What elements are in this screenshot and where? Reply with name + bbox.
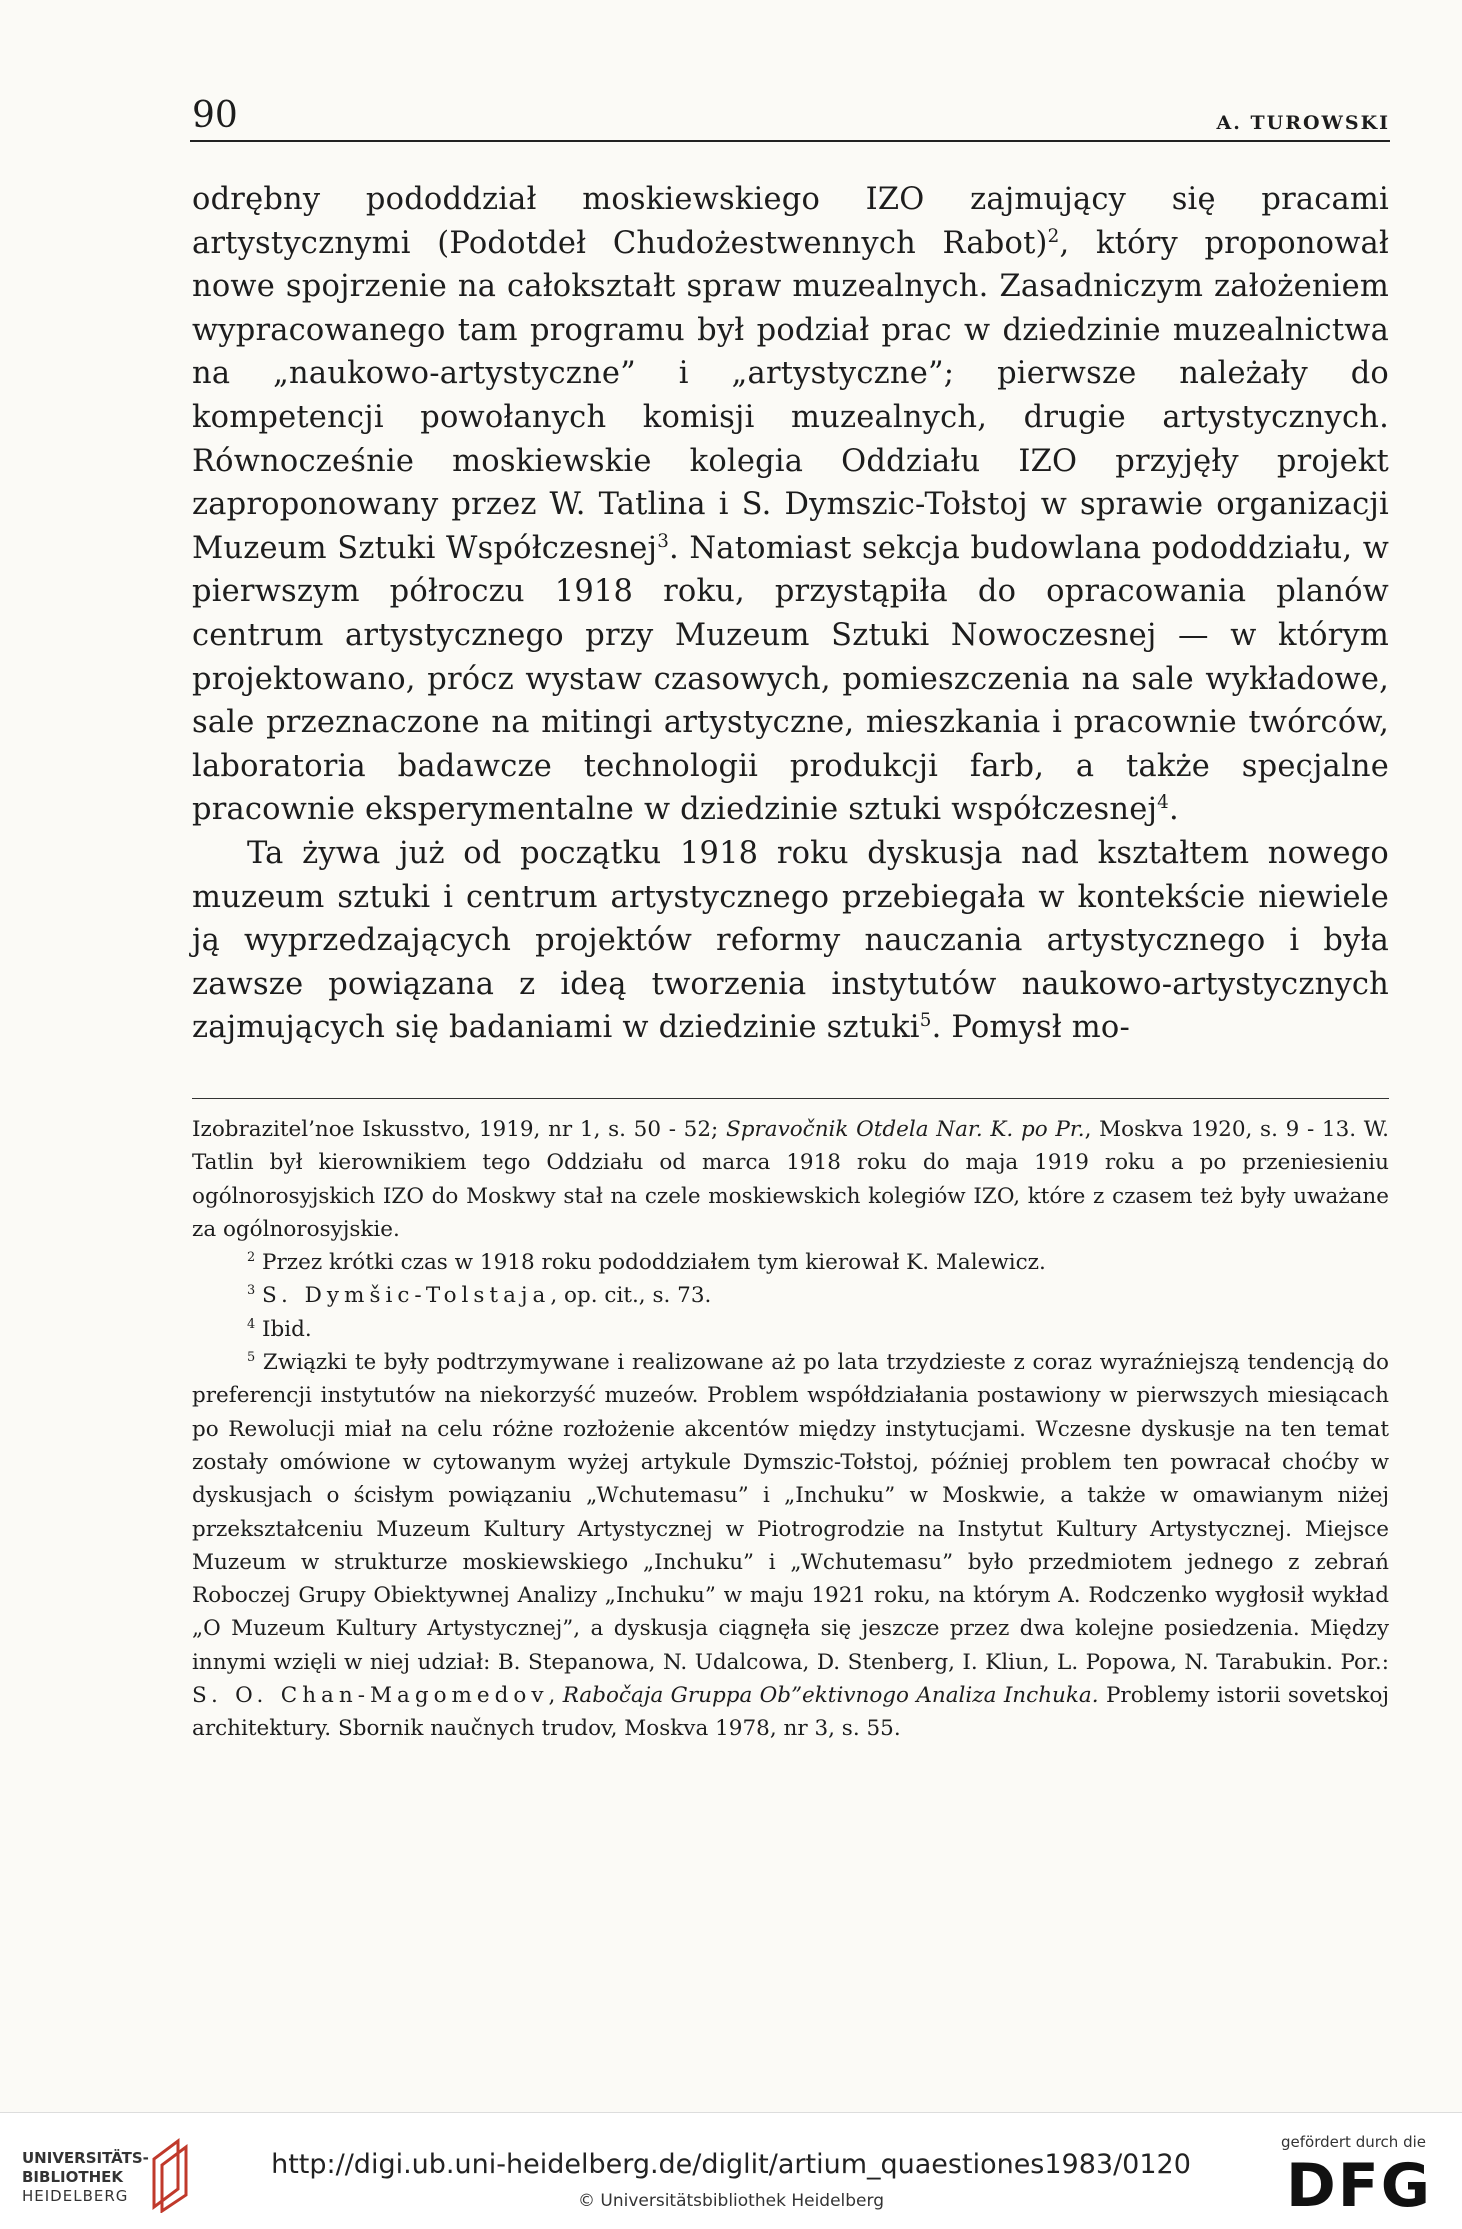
paragraph-2: Ta żywa już od początku 1918 roku dyskusja nad kształtem nowego muzeum sztuki i centrum artystycznego przebiegała w kontekście niewiele ją wyprzedzających projektów reformy nauczania artystycznego i była zawsze powiązana z ideą tworzenia instytutów naukowo-artystycznych zajmujących się badaniami w dziedzinie sztuki$^5$. Pomysł mo-: [192, 835, 1389, 1046]
footnote-ref-5: 5: [919, 1010, 932, 1032]
page-number: 90: [192, 95, 238, 136]
footnote-ref-4: 4: [1157, 792, 1169, 814]
footnote-1-continued: Izobrazitel’noe Iskusstvo, 1919, nr 1, s. 50 - 52; Spravočnik Otdela Nar. K. po Pr., Moskva 1920, s. 9 - 13. W. Tatlin był kierownikiem tego Oddziału od marca 1918 roku do maja 1919 roku a po przeniesieniu ogólnorosyjskich IZO do Moskwy stał na czele moskiewskich kolegiów IZO, które z czasem też były uważane za ogólnorosyjskie.: [192, 1117, 1389, 1242]
funding-label: gefördert durch die: [1281, 2133, 1426, 2151]
footnote-2: $^2$ Przez krótki czas w 1918 roku pododdziałem tym kierował K. Malewicz.: [247, 1250, 1046, 1276]
footnote-ref-3: 3: [657, 530, 670, 552]
library-name: UNIVERSITÄTS- BIBLIOTHEK HEIDELBERG: [22, 2149, 149, 2205]
footnote-ref-2: 2: [1047, 225, 1060, 247]
footnote-4: $^4$ Ibid.: [247, 1316, 312, 1342]
page-url-link[interactable]: http://digi.ub.uni-heidelberg.de/diglit/artium_quaestiones1983/0120: [271, 2149, 1191, 2180]
dfg-logo: DFG: [1285, 2151, 1432, 2221]
footnotes: [192, 1113, 1389, 1746]
footnote-3: $^3$ S. Dymšic-Tolstaja, op. cit., s. 73.: [247, 1283, 712, 1309]
paragraph-1: odrębny pododdział moskiewskiego IZO zajmujący się pracami artystycznymi (Podotdeł Chudożestwennych Rabot)$^2$, który proponował nowe spojrzenie na całokształt spraw muzealnych. Zasadniczym założeniem wypracowanego tam programu był podział prac w dziedzinie muzealnictwa na „naukowo-artystyczne” i „artystyczne”; pierwsze należały do kompetencji powołanych komisji muzealnych, drugie artystycznych. Równocześnie moskiewskie kolegia Oddziału IZO przyjęły projekt zaproponowany przez W. Tatlina i S. Dymszic-Tołstoj w sprawie organizacji Muzeum Sztuki Współczesnej$^3$. Natomiast sekcja budowlana pododdziału, w pierwszym półroczu 1918 roku, przystąpiła do opracowania planów centrum artystycznego przy Muzeum Sztuki Nowoczesnej — w którym projektowano, prócz wystaw czasowych, pomieszczenia na sale wykładowe, sale przeznaczone na mitingi artystyczne, mieszkania i pracownie twórców, laboratoria badawcze technologii produkcji farb, a także specjalne pracownie eksperymentalne w dziedzinie sztuki współczesnej$^4$.: [192, 182, 1390, 828]
main-text: [192, 178, 1389, 1050]
running-author: A. TUROWSKI: [1216, 112, 1390, 134]
copyright-notice: © Universitätsbibliothek Heidelberg: [577, 2191, 884, 2211]
viewer-footer: [0, 2112, 1462, 2229]
running-header: [190, 96, 1390, 142]
footnote-separator: [192, 1098, 1389, 1099]
footnote-5: $^5$ Związki te były podtrzymywane i realizowane aż po lata trzydzieste z coraz wyraźniejszą tendencją do preferencji instytutów na niekorzyść muzeów. Problem współdziałania postawiony w pierwszych miesiącach po Rewolucji miał na celu różne rozłożenie akcentów między instytucjami. Wczesne dyskusje na ten temat zostały omówione w cytowanym wyżej artykule Dymszic-Tołstoj, później problem ten powracał choćby w dyskusjach o ścisłym powiązaniu „Wchutemasu” i „Inchuku” w Moskwie, a także w omawianym niżej przekształceniu Muzeum Kultury Artystycznej w Piotrogrodzie na Instytut Kultury Artystycznej. Miejsce Muzeum w strukturze moskiewskiego „Inchuku” i „Wchutemasu” było przedmiotem jednego z zebrań Roboczej Grupy Obiektywnej Analizy „Inchuku” w maju 1921 roku, na którym A. Rodczenko wygłosił wykład „O Muzeum Kultury Artystycznej”, a dyskusja ciągnęła się jeszcze przez dwa kolejne posiedzenia. Między innymi wzięli w niej udział: B. Stepanowa, N. Udalcowa, D. Stenberg, I. Kliun, L. Popowa, N. Tarabukin. Por.: S. O. Chan-Magomedov, Rabočaja Gruppa Ob”ektivnogo Analiza Inchuka. Problemy istorii sovetskoj architektury. Sbornik naučnych trudov, Moskva 1978, nr 3, s. 55.: [192, 1349, 1389, 1742]
